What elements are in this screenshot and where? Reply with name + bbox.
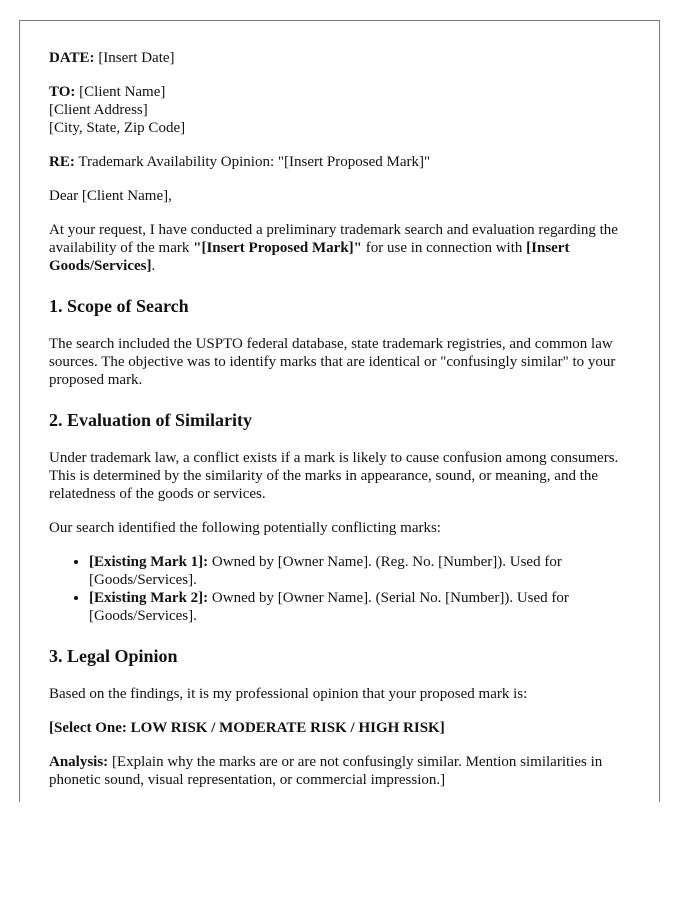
client-address: [Client Address] — [49, 102, 148, 118]
section-3-heading: 3. Legal Opinion — [49, 646, 178, 666]
section-2-body: Under trademark law, a conflict exists if a mark is likely to cause confusion among consumers. This is determined by the similarity of the marks in appearance, sound, or meaning, and the relatedness of the goods or services. — [49, 450, 619, 502]
list-item — [89, 589, 634, 625]
conflict-list-intro: Our search identified the following potentially conflicting marks: — [49, 520, 441, 536]
section-2-heading: 2. Evaluation of Similarity — [49, 410, 253, 430]
to-label: TO: — [49, 84, 76, 100]
re-value: Trademark Availability Opinion: "[Insert Proposed Mark]" — [78, 154, 431, 170]
intro-paragraph — [49, 221, 634, 275]
risk-options: [Select One: LOW RISK / MODERATE RISK / HIGH RISK] — [49, 720, 445, 736]
analysis-label: Analysis: — [49, 754, 109, 770]
intro-text-1: At your request, I have conducted a preliminary trademark search and evaluation regarding the availability of the mark — [49, 222, 618, 256]
existing-mark-detail: Owned by [Owner Name]. (Serial No. [Number]). Used for [Goods/Services]. — [89, 590, 569, 624]
subject-line — [49, 153, 634, 171]
conflicting-marks-list — [49, 553, 634, 625]
section-1-heading: 1. Scope of Search — [49, 296, 189, 316]
salutation: Dear [Client Name], — [49, 188, 172, 204]
re-label: RE: — [49, 154, 75, 170]
existing-mark-name: [Existing Mark 1]: — [89, 554, 209, 570]
section-3-body: Based on the findings, it is my professional opinion that your proposed mark is: — [49, 686, 528, 702]
intro-text-2: for use in connection with — [362, 240, 527, 256]
date-line — [49, 49, 634, 67]
risk-selection — [49, 719, 634, 737]
analysis-paragraph — [49, 753, 634, 789]
date-value: [Insert Date] — [98, 50, 175, 66]
existing-mark-name: [Existing Mark 2]: — [89, 590, 209, 606]
client-name: [Client Name] — [79, 84, 166, 100]
letter-page — [19, 20, 660, 802]
existing-mark-detail: Owned by [Owner Name]. (Reg. No. [Number]). Used for [Goods/Services]. — [89, 554, 562, 588]
intro-text-3: . — [151, 258, 156, 274]
intro-goods: [Insert Goods/Services] — [49, 240, 570, 274]
recipient-block — [49, 83, 634, 137]
list-item — [89, 553, 634, 589]
city-state-zip: [City, State, Zip Code] — [49, 120, 186, 136]
recipient-name-line — [49, 83, 634, 101]
analysis-text: [Explain why the marks are or are not confusingly similar. Mention similarities in phonetic sound, visual representation, or commercial impression.] — [49, 754, 603, 788]
section-1-body: The search included the USPTO federal database, state trademark registries, and common law sources. The objective was to identify marks that are identical or "confusingly similar" to your proposed mark. — [49, 336, 616, 388]
intro-mark: "[Insert Proposed Mark]" — [193, 240, 362, 256]
letter-content — [49, 49, 634, 802]
date-label: DATE: — [49, 50, 95, 66]
